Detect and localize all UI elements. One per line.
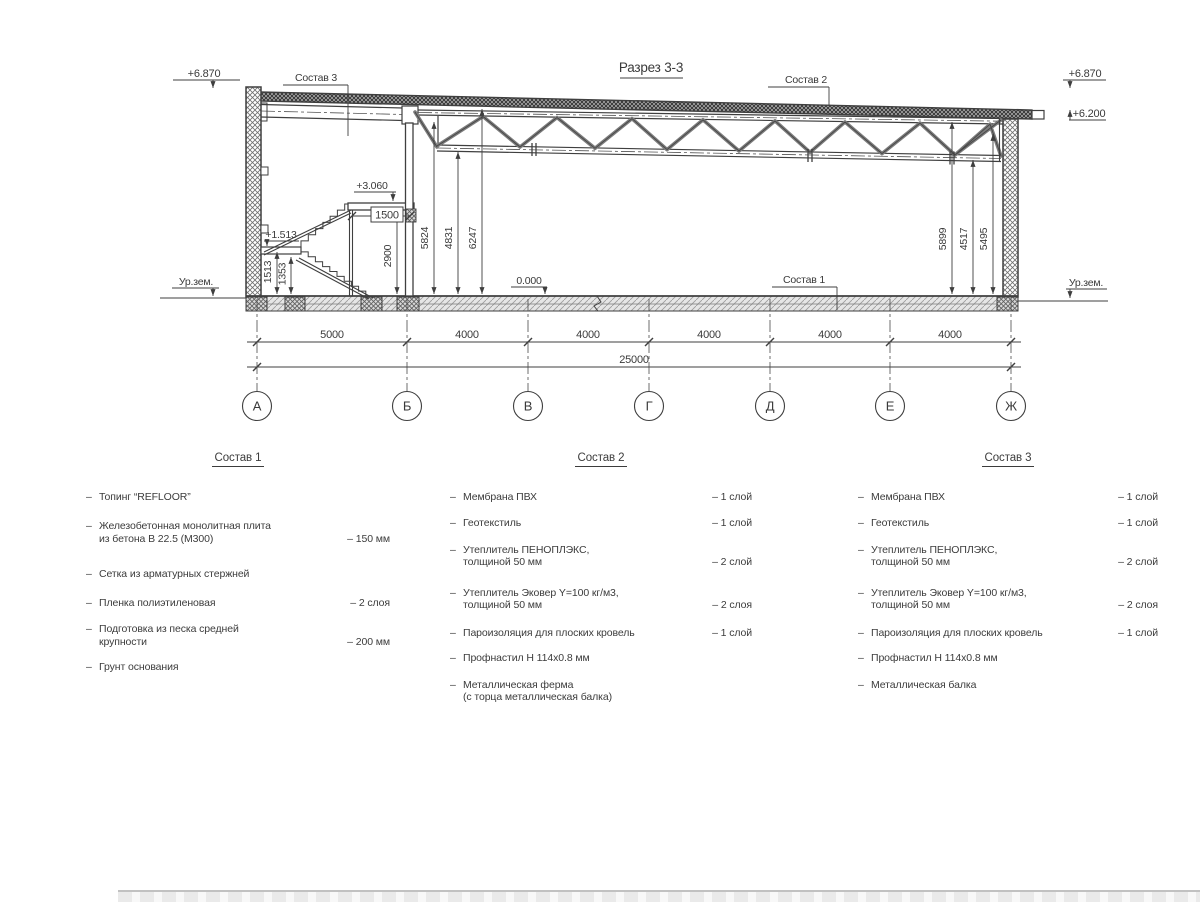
list-item (858, 652, 1158, 665)
item-value: – 2 слоя (712, 599, 752, 611)
elevation-mark: +3.060 (356, 180, 388, 192)
item-text: Утеплитель Эковер Y=100 кг/м3, (871, 586, 1027, 599)
item-text-line2: (с торца металлическая балка) (463, 691, 612, 703)
item-text: Железобетонная монолитная плита (99, 520, 271, 532)
axis-label-zh: Ж (1005, 398, 1017, 414)
item-value: – 1 слой (712, 626, 752, 639)
left-wall (246, 87, 261, 297)
item-text: Топинг “REFLOOR” (99, 490, 191, 503)
bullet-dash: – (858, 517, 864, 529)
bullet-dash: – (86, 661, 92, 673)
elevation-mark: +6.870 (1068, 68, 1102, 80)
bullet-dash: – (450, 678, 456, 691)
item-text: Металлическая балка (871, 678, 977, 691)
roof-slab (259, 92, 1044, 119)
span-dim: 4000 (938, 329, 962, 341)
list-item (858, 517, 1158, 530)
bullet-dash: – (858, 543, 864, 556)
item-text-line2: толщиной 50 мм (463, 556, 542, 568)
bullet-dash: – (450, 490, 456, 503)
cropped-titleblock-edge (118, 890, 1200, 902)
list-item (86, 568, 390, 581)
bullet-dash: – (86, 623, 92, 635)
roof-truss (415, 110, 1003, 165)
item-value: – 1 слой (1118, 626, 1158, 639)
bullet-dash: – (858, 490, 864, 503)
list-item (86, 520, 390, 545)
item-text: Грунт основания (99, 661, 179, 673)
item-text-line2: толщиной 50 мм (871, 556, 950, 568)
dim-5899: 5899 (937, 227, 949, 251)
dim-4831: 4831 (443, 226, 455, 250)
item-value: – 1 слой (1118, 517, 1158, 529)
axis-label-g: Г (645, 398, 653, 414)
bullet-dash: – (450, 626, 456, 639)
axis-label-b: Б (402, 398, 412, 414)
list-item (86, 623, 390, 648)
item-text-line2: из бетона В 22.5 (М300) (99, 532, 214, 545)
list-title: Состав 2 (450, 452, 752, 467)
item-value: – 2 слоя (350, 596, 390, 609)
item-text: Мембрана ПВХ (463, 490, 537, 503)
elevation-mark: 0.000 (516, 275, 542, 287)
span-dim: 4000 (697, 329, 721, 341)
ground-level-label: Ур.зем. (178, 276, 214, 288)
ceiling-beam (261, 103, 418, 124)
item-text: Мембрана ПВХ (871, 490, 945, 503)
list-item (450, 544, 752, 569)
wall-tab-upper (261, 167, 268, 175)
elevation-mark: +1.513 (265, 229, 297, 241)
item-text: Металлическая ферма (463, 678, 574, 691)
axis-label-v: В (523, 398, 533, 414)
item-text-line2: крупности (99, 635, 147, 648)
item-value: – 1 слой (712, 517, 752, 529)
list-item (450, 679, 752, 704)
axis-label-d: Д (765, 398, 775, 414)
dim-1513: 1513 (262, 260, 274, 284)
bullet-dash: – (86, 596, 92, 609)
material-list-3 (858, 452, 1158, 705)
material-list-2 (450, 452, 752, 718)
list-item (86, 491, 390, 504)
item-value: – 200 мм (347, 635, 390, 648)
total-dim: 25000 (619, 354, 649, 366)
bullet-dash: – (450, 543, 456, 556)
item-text: Профнастил Н 114х0.8 мм (463, 652, 590, 664)
dimension-chain (247, 329, 1021, 371)
bullet-dash: – (450, 652, 456, 664)
elevation-mark: +6.200 (1072, 108, 1106, 120)
dim-1500: 1500 (375, 209, 399, 222)
bullet-dash: – (86, 490, 92, 503)
bullet-dash: – (858, 678, 864, 691)
sostav1-ref-label: Состав 1 (783, 274, 825, 286)
bullet-dash: – (86, 520, 92, 532)
item-text: Пленка полиэтиленовая (99, 596, 216, 609)
item-text: Сетка из арматурных стержней (99, 568, 250, 580)
dim-5824: 5824 (419, 226, 431, 250)
list-title: Состав 1 (86, 452, 390, 467)
item-value: – 2 слой (1118, 556, 1158, 568)
bullet-dash: – (858, 626, 864, 639)
span-dim: 4000 (455, 329, 479, 341)
drawing-title: Разрез 3-3 (618, 60, 684, 75)
elevation-mark: +6.870 (187, 68, 221, 80)
item-text: Утеплитель ПЕНОПЛЭКС, (871, 543, 998, 556)
bullet-dash: – (858, 652, 864, 664)
item-value: – 2 слоя (1118, 599, 1158, 611)
bullet-dash: – (858, 586, 864, 599)
axis-lines (257, 299, 1011, 391)
dim-2900: 2900 (382, 244, 394, 268)
list-item (858, 627, 1158, 640)
bullet-dash: – (450, 517, 456, 529)
item-text: Геотекстиль (463, 517, 522, 529)
item-text: Пароизоляция для плоских кровель (463, 626, 635, 639)
list-item (858, 679, 1158, 692)
span-dim: 4000 (818, 329, 842, 341)
item-value: – 2 слой (712, 556, 752, 568)
item-value: – 1 слой (1118, 490, 1158, 503)
axis-bubbles (243, 392, 1026, 421)
bullet-dash: – (86, 568, 92, 580)
material-list-1 (86, 452, 390, 688)
roof-end-cap (1032, 111, 1044, 120)
sostav3-ref-label: Состав 3 (295, 72, 337, 84)
item-text: Профнастил Н 114х0.8 мм (871, 652, 998, 664)
span-dim: 4000 (576, 329, 600, 341)
dim-6247: 6247 (467, 226, 479, 250)
list-title: Состав 3 (858, 452, 1158, 467)
list-item (858, 544, 1158, 569)
item-value: – 150 мм (347, 532, 390, 545)
list-item (450, 517, 752, 530)
item-text: Геотекстиль (871, 517, 930, 529)
right-wall (1003, 119, 1018, 297)
axis-label-e: Е (885, 398, 895, 414)
ground-level-label: Ур.зем. (1068, 277, 1104, 289)
list-item (450, 627, 752, 640)
floor-slab (160, 296, 1108, 311)
list-item (86, 661, 390, 674)
sostav2-ref-label: Состав 2 (785, 74, 827, 86)
list-item (450, 652, 752, 665)
vertical-dimensions (262, 109, 993, 294)
item-value: – 1 слой (712, 490, 752, 503)
dim-1353: 1353 (276, 262, 289, 286)
item-text: Утеплитель ПЕНОПЛЭКС, (463, 543, 590, 556)
item-text-line2: толщиной 50 мм (871, 599, 950, 611)
item-text: Пароизоляция для плоских кровель (871, 626, 1043, 639)
axis-label-a: А (252, 398, 262, 414)
list-item (858, 491, 1158, 504)
list-item (858, 587, 1158, 612)
item-text: Подготовка из песка средней (99, 623, 239, 635)
dim-4517: 4517 (958, 227, 970, 251)
item-text: Утеплитель Эковер Y=100 кг/м3, (463, 586, 619, 599)
item-text-line2: толщиной 50 мм (463, 599, 542, 611)
dim-5495: 5495 (978, 227, 990, 251)
bullet-dash: – (450, 586, 456, 599)
list-item (86, 597, 390, 610)
list-item (450, 587, 752, 612)
list-item (450, 491, 752, 504)
span-dim: 5000 (320, 329, 344, 341)
